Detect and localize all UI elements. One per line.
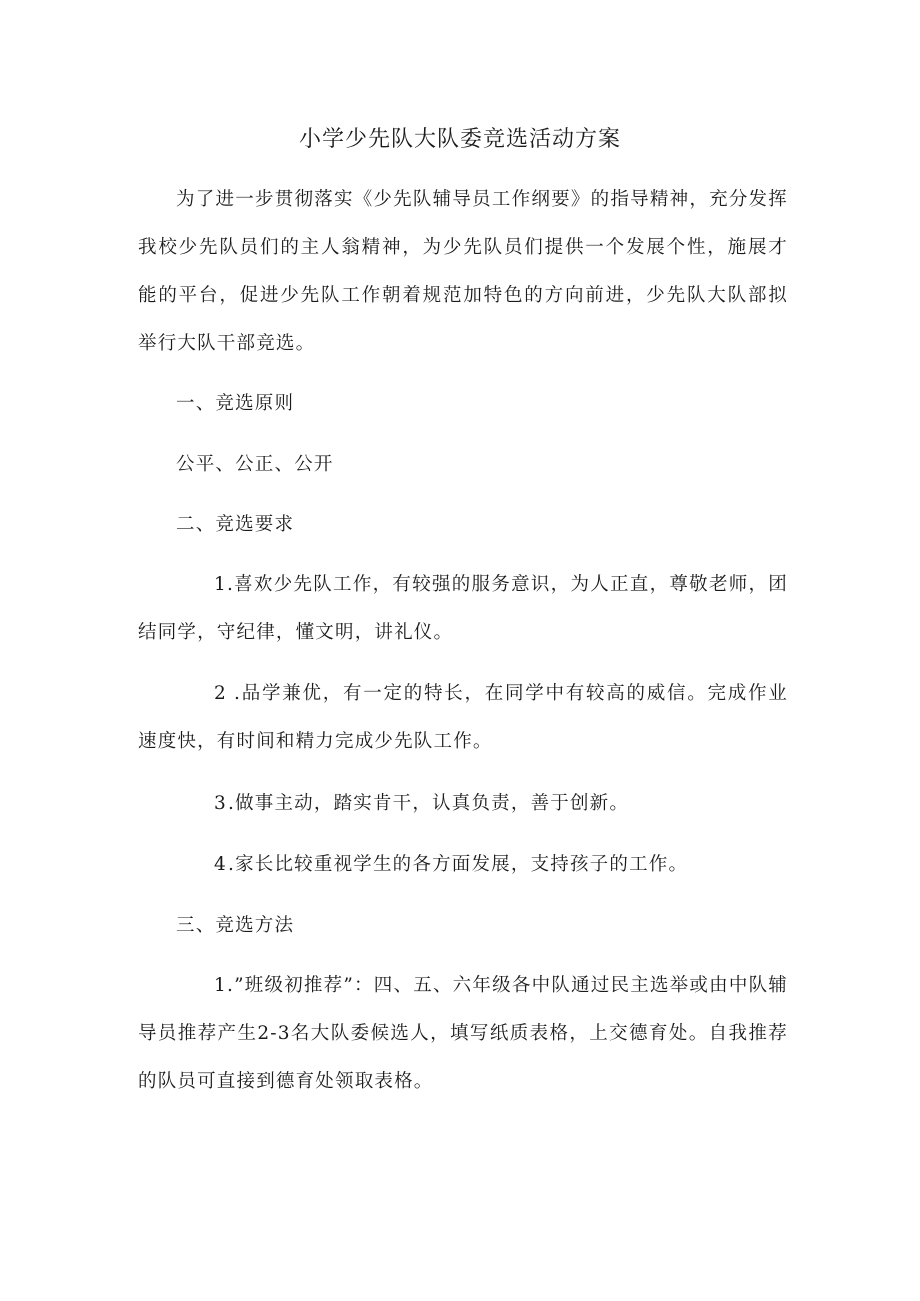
method-item-1 bbox=[138, 962, 788, 1106]
section-2-heading: 二、竞选要求 bbox=[176, 514, 295, 535]
item-text: 喜欢少先队工作，有较强的服务意识，为人正直，尊敬老师，团结同学，守纪律，懂文明，讲礼仪。 bbox=[138, 574, 788, 643]
document-title: 小学少先队大队委竞选活动方案 bbox=[298, 127, 621, 152]
item-number: 2 . bbox=[214, 683, 242, 704]
item-text: 品学兼优，有一定的特长，在同学中有较高的威信。完成作业速度快，有时间和精力完成少先队工作。 bbox=[138, 683, 788, 752]
item-text: ”班级初推荐”：四、五、六年级各中队通过民主选举或由中队辅导员推荐产生2-3名大队委候选人，填写纸质表格，上交德育处。自我推荐的队员可直接到德育处领取表格。 bbox=[138, 975, 788, 1092]
item-number: 1. bbox=[214, 975, 235, 996]
item-text: .做事主动，踏实肯干，认真负责，善于创新。 bbox=[228, 793, 630, 814]
requirement-item-1 bbox=[138, 561, 788, 657]
requirement-item-4 bbox=[138, 841, 788, 889]
requirement-item-2 bbox=[138, 670, 788, 766]
item-number: 4 bbox=[214, 854, 227, 875]
section-1-body: 公平、公正、公开 bbox=[176, 454, 334, 475]
item-number: 3 bbox=[214, 793, 227, 814]
section-3-heading: 三、竞选方法 bbox=[176, 915, 295, 936]
section-1-heading: 一、竞选原则 bbox=[176, 393, 295, 414]
intro-paragraph: 为了进一步贯彻落实《少先队辅导员工作纲要》的指导精神，充分发挥我校少先队员们的主人翁精神，为少先队员们提供一个发展个性，施展才能的平台，促进少先队工作朝着规范加特色的方向前进，少先队大队部拟举行大队干部竞选。 bbox=[138, 189, 788, 354]
requirement-item-3 bbox=[138, 780, 788, 828]
item-number: 1. bbox=[214, 574, 235, 595]
item-text: .家长比较重视学生的各方面发展，支持孩子的工作。 bbox=[228, 854, 689, 875]
